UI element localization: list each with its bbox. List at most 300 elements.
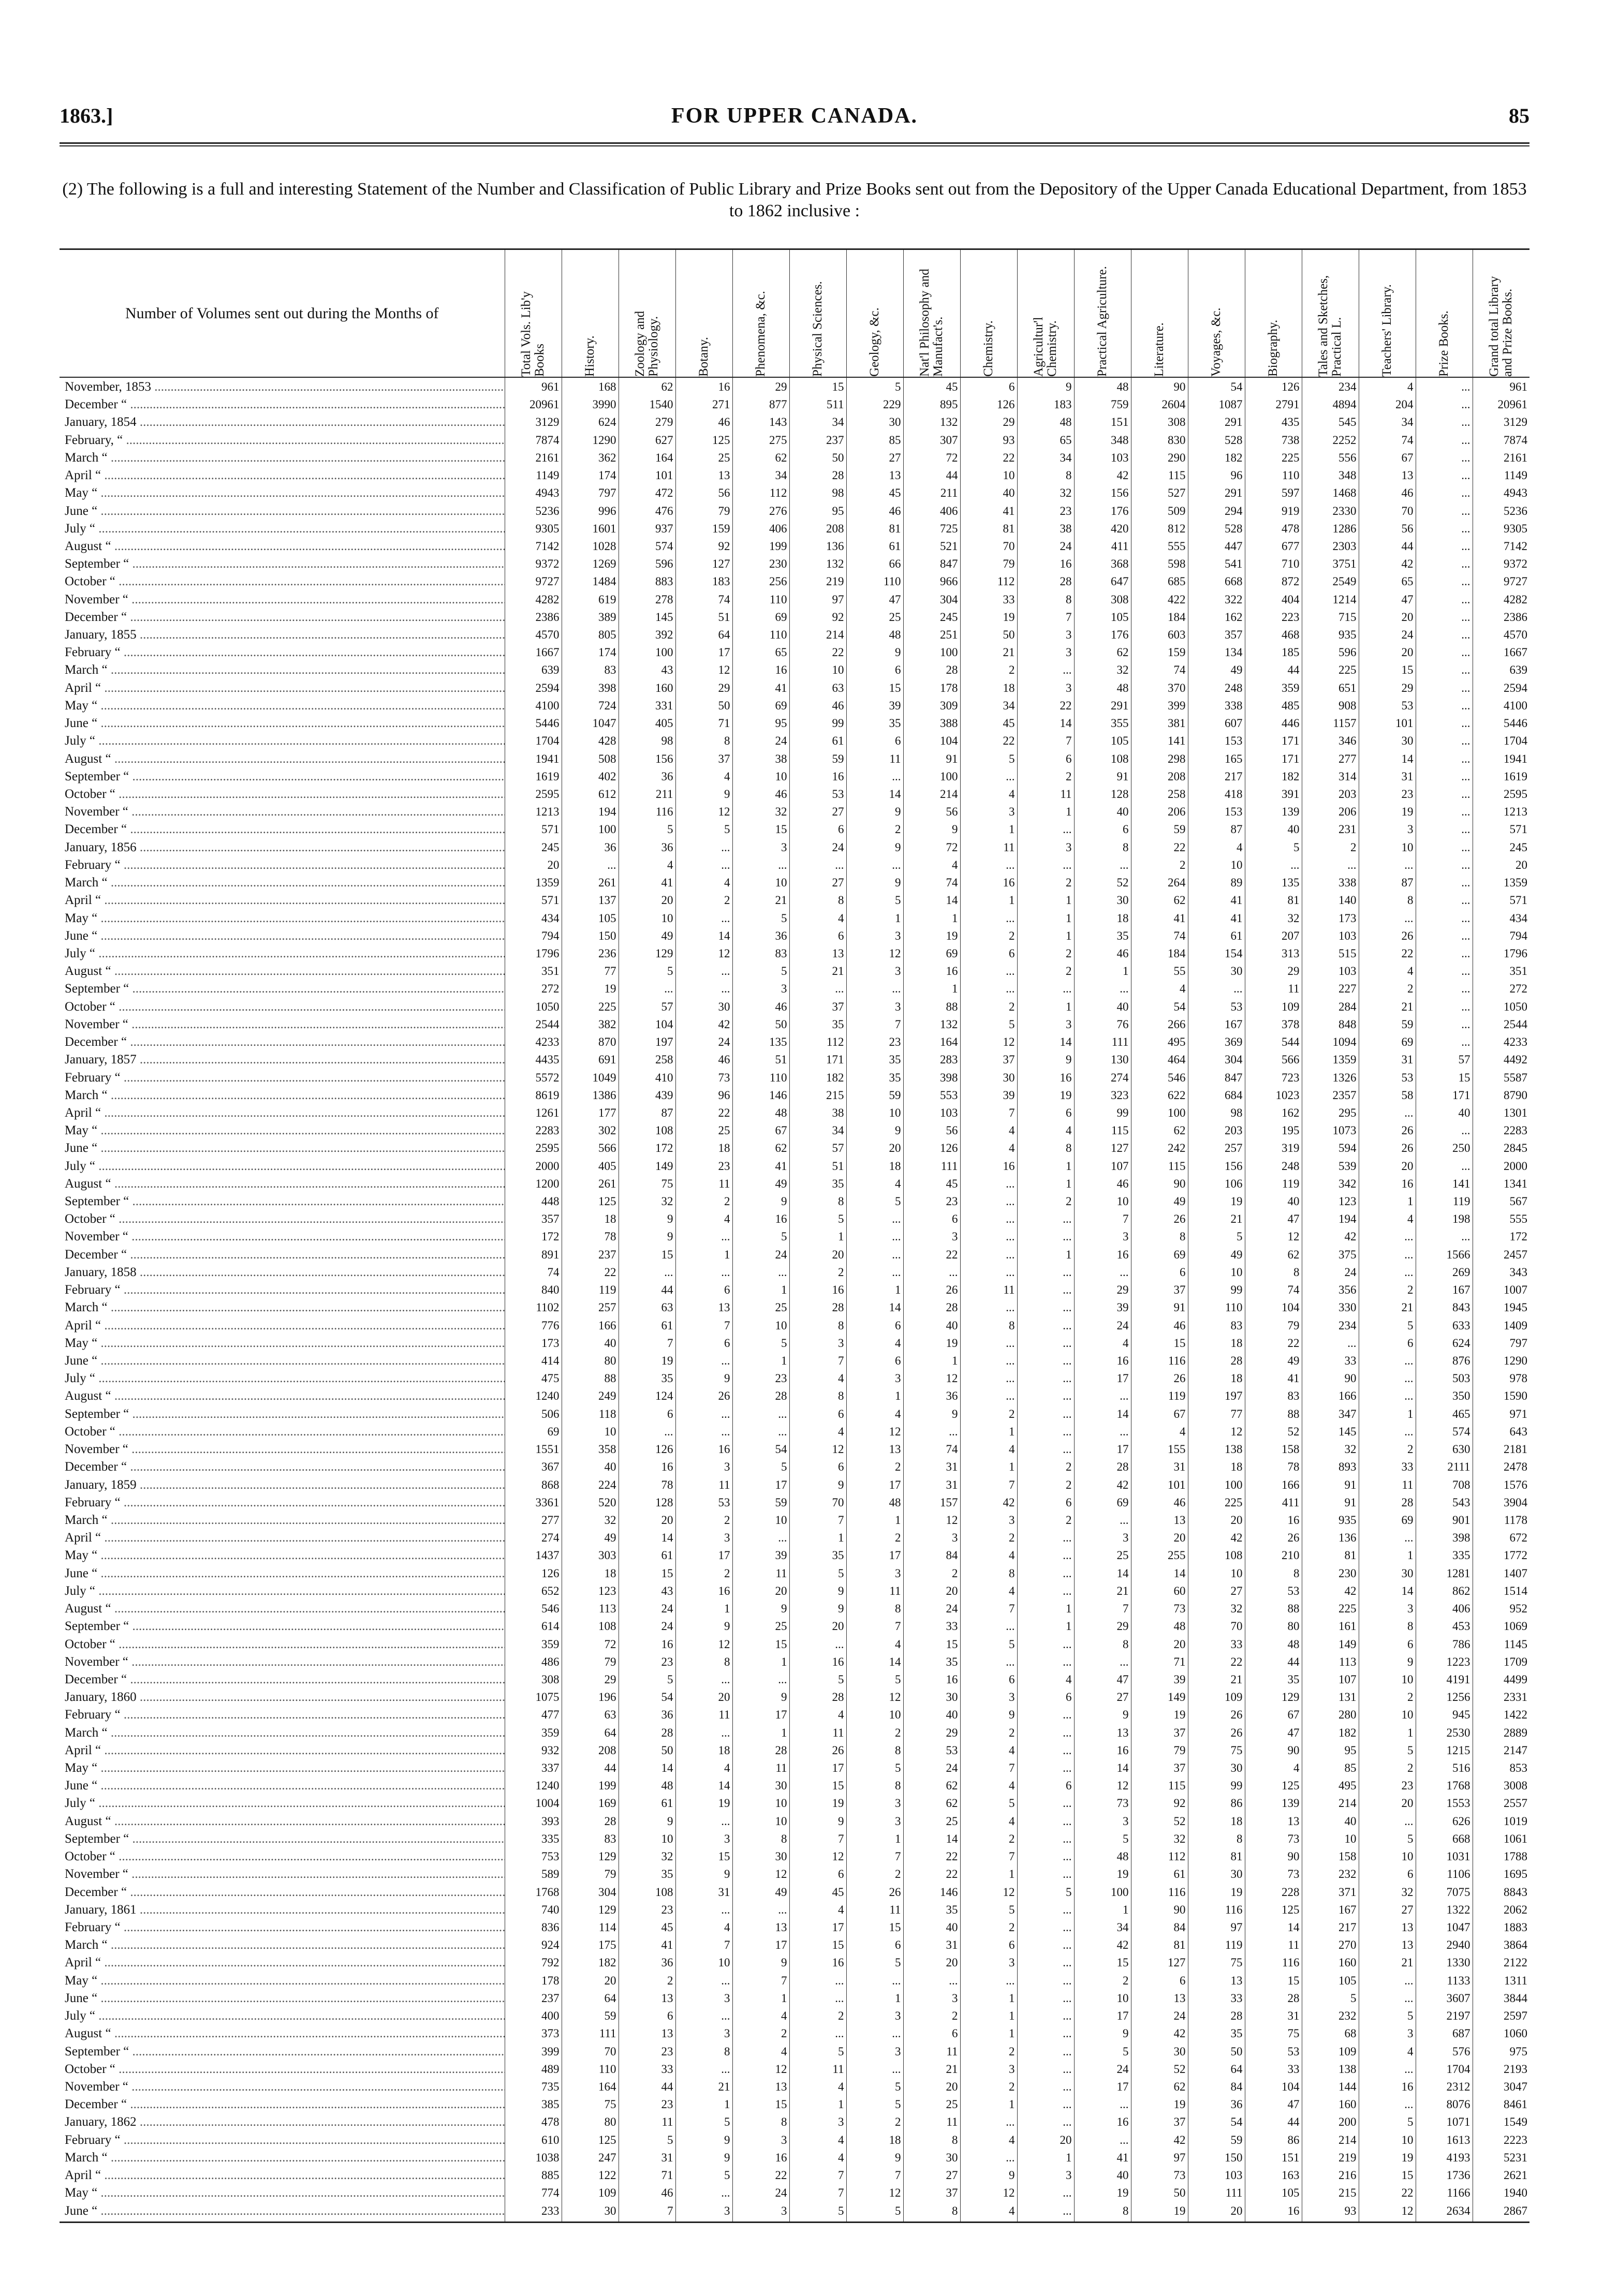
table-cell: 30 [1188, 1865, 1245, 1883]
table-row [60, 1653, 1529, 1670]
table-cell: 15 [619, 1564, 675, 1582]
table-cell: 96 [1188, 466, 1245, 484]
month-label: March “ ..... [60, 661, 505, 679]
table-cell: 36 [903, 1387, 960, 1405]
table-row [60, 2149, 1529, 2166]
table-cell: 3 [960, 803, 1017, 821]
table-cell: 8 [1017, 590, 1074, 608]
month-label: January, 1860 ..... [60, 1688, 505, 1706]
table-row [60, 1246, 1529, 1263]
table-cell: ... [1017, 2078, 1074, 2095]
table-cell: 270 [1302, 1936, 1359, 1954]
table-cell: 2940 [1416, 1936, 1473, 1954]
table-cell: 1007 [1473, 1281, 1529, 1299]
table-cell: ... [1017, 1316, 1074, 1334]
table-cell: ... [1416, 803, 1473, 821]
table-cell: 67 [1245, 1706, 1302, 1724]
table-cell: 1736 [1416, 2166, 1473, 2184]
table-cell: 14 [619, 1529, 675, 1547]
table-cell: 4570 [1473, 626, 1529, 643]
table-cell: 1 [1017, 1618, 1074, 1635]
table-cell: ... [1017, 1812, 1074, 1830]
table-cell: 230 [1302, 1564, 1359, 1582]
table-cell: 42 [1074, 1936, 1131, 1954]
table-cell: 46 [846, 502, 903, 520]
table-cell: ... [1017, 856, 1074, 873]
table-cell: ... [1416, 715, 1473, 732]
table-cell: ... [846, 1263, 903, 1281]
table-cell: 3 [846, 962, 903, 980]
table-cell: 16 [675, 1441, 732, 1458]
table-cell: 527 [1131, 484, 1188, 502]
table-cell: 116 [619, 803, 675, 821]
table-cell: 138 [1188, 1441, 1245, 1458]
table-cell: ... [619, 1423, 675, 1440]
table-cell: 1149 [505, 466, 562, 484]
table-cell: 13 [1359, 1918, 1416, 1936]
table-cell: 32 [562, 1511, 619, 1529]
table-cell: ... [1017, 1954, 1074, 1972]
table-cell: 2 [1359, 1759, 1416, 1776]
table-cell: 5 [846, 377, 903, 396]
table-cell: 1050 [1473, 998, 1529, 1015]
table-cell: 149 [619, 1157, 675, 1175]
table-cell: 2 [1359, 980, 1416, 998]
table-cell: 77 [562, 962, 619, 980]
table-cell: 41 [1188, 909, 1245, 927]
table-cell: 24 [789, 838, 846, 856]
table-cell: 73 [1245, 1830, 1302, 1847]
table-cell: 6 [960, 1936, 1017, 1954]
table-cell: 2331 [1473, 1688, 1529, 1706]
table-cell: 139 [1245, 1795, 1302, 1812]
month-label: August “ ..... [60, 1175, 505, 1192]
table-cell: 64 [675, 626, 732, 643]
table-cell: ... [1074, 1263, 1131, 1281]
table-cell: 112 [1131, 1848, 1188, 1865]
table-row [60, 750, 1529, 767]
table-cell: 4 [675, 1759, 732, 1776]
table-cell: 358 [562, 1441, 619, 1458]
month-label: October “ ..... [60, 998, 505, 1015]
table-cell: 477 [505, 1706, 562, 1724]
table-cell: 371 [1302, 1883, 1359, 1901]
table-cell: 12 [903, 1511, 960, 1529]
table-cell: 2595 [505, 1139, 562, 1157]
table-cell: 105 [1074, 732, 1131, 750]
table-cell: ... [675, 1901, 732, 1918]
table-cell: 2 [960, 1529, 1017, 1547]
table-cell: 6 [1131, 1972, 1188, 1989]
table-cell: 25 [1074, 1547, 1131, 1564]
table-cell: 411 [1245, 1493, 1302, 1511]
table-cell: 465 [1416, 1405, 1473, 1423]
month-label: October “ ..... [60, 1423, 505, 1440]
table-cell: 207 [1245, 927, 1302, 944]
table-cell: 20 [789, 1618, 846, 1635]
month-label: February “ ..... [60, 1281, 505, 1299]
table-cell: 9 [619, 1812, 675, 1830]
table-cell: 95 [732, 715, 789, 732]
table-cell: 399 [505, 2042, 562, 2060]
table-cell: 4492 [1473, 1051, 1529, 1069]
table-cell: 217 [1188, 767, 1245, 785]
table-cell: 1386 [562, 1086, 619, 1104]
table-cell: 338 [1188, 697, 1245, 714]
table-cell: 41 [1074, 2149, 1131, 2166]
table-cell: 25 [675, 449, 732, 466]
month-label: January, 1859 ..... [60, 1476, 505, 1493]
table-cell: ... [732, 1423, 789, 1440]
table-cell: 14 [903, 892, 960, 909]
table-row [60, 1989, 1529, 2007]
month-label: October “ ..... [60, 2060, 505, 2078]
table-cell: 15 [846, 679, 903, 697]
table-cell: ... [1416, 377, 1473, 396]
table-cell: 136 [1302, 1529, 1359, 1547]
table-cell: 4 [732, 2042, 789, 2060]
table-cell: 556 [1302, 449, 1359, 466]
table-cell: 61 [619, 1547, 675, 1564]
table-cell: 521 [903, 537, 960, 555]
table-cell: 847 [1188, 1069, 1245, 1086]
table-cell: 21 [903, 2060, 960, 2078]
table-cell: 23 [903, 1192, 960, 1210]
table-cell: 61 [1188, 927, 1245, 944]
table-cell: 3864 [1473, 1936, 1529, 1954]
table-cell: 98 [1188, 1104, 1245, 1121]
table-cell: 1326 [1302, 1069, 1359, 1086]
table-cell: ... [1017, 1441, 1074, 1458]
table-cell: 32 [619, 1192, 675, 1210]
table-cell: ... [846, 856, 903, 873]
table-row [60, 1830, 1529, 1847]
table-cell: 11 [846, 1582, 903, 1599]
table-cell: 146 [732, 1086, 789, 1104]
month-label: August “ ..... [60, 1599, 505, 1617]
table-row [60, 1441, 1529, 1458]
table-cell: ... [960, 1210, 1017, 1228]
table-cell: 12 [960, 1883, 1017, 1901]
table-cell: 36 [562, 838, 619, 856]
table-cell: 25 [846, 608, 903, 626]
table-cell: 16 [619, 1458, 675, 1476]
table-row [60, 377, 1529, 396]
table-cell: 40 [1302, 1812, 1359, 1830]
table-cell: 14 [1359, 750, 1416, 767]
table-cell: 73 [1245, 1865, 1302, 1883]
table-cell: 58 [1359, 1086, 1416, 1104]
table-cell: 16 [789, 1653, 846, 1670]
table-cell: ... [1074, 1423, 1131, 1440]
table-cell: 8461 [1473, 2096, 1529, 2113]
table-cell: 3 [903, 1529, 960, 1547]
table-cell: 3 [1074, 1228, 1131, 1246]
month-label: December “ ..... [60, 396, 505, 413]
table-cell: ... [1017, 1210, 1074, 1228]
table-cell: 28 [1188, 1352, 1245, 1369]
table-cell: 4 [903, 856, 960, 873]
table-cell: ... [1416, 767, 1473, 785]
table-cell: 3 [1017, 626, 1074, 643]
table-cell: 127 [1074, 1139, 1131, 1157]
table-cell: 20 [1017, 2131, 1074, 2149]
table-cell: 10 [619, 1830, 675, 1847]
table-cell: 178 [505, 1972, 562, 1989]
table-cell: 119 [1131, 1387, 1188, 1405]
table-cell: 5 [675, 2113, 732, 2131]
table-cell: ... [1359, 1246, 1416, 1263]
table-cell: 10 [1359, 2131, 1416, 2149]
table-header-row [60, 250, 1529, 377]
month-label: April “ ..... [60, 1741, 505, 1759]
table-cell: 159 [675, 520, 732, 537]
month-label: May “ ..... [60, 909, 505, 927]
table-cell: 40 [960, 484, 1017, 502]
table-cell: 34 [1017, 449, 1074, 466]
table-cell: ... [1359, 1370, 1416, 1387]
table-cell: 161 [1302, 1618, 1359, 1635]
table-cell: 19 [960, 608, 1017, 626]
table-cell: 225 [562, 998, 619, 1015]
table-cell: 107 [1302, 1670, 1359, 1688]
table-cell: 2889 [1473, 1724, 1529, 1741]
table-cell: 48 [1245, 1635, 1302, 1653]
table-cell: 67 [732, 1122, 789, 1139]
table-cell: 27 [1074, 1688, 1131, 1706]
table-cell: ... [846, 980, 903, 998]
table-cell: 79 [1245, 1316, 1302, 1334]
table-cell: 37 [903, 2184, 960, 2202]
table-cell: 108 [1188, 1547, 1245, 1564]
table-cell: 1 [846, 1511, 903, 1529]
table-cell: 17 [789, 1759, 846, 1776]
table-cell: 331 [619, 697, 675, 714]
table-cell: 351 [505, 962, 562, 980]
table-cell: 75 [619, 1175, 675, 1192]
table-cell: 167 [1302, 1901, 1359, 1918]
month-label: June “ ..... [60, 1139, 505, 1157]
table-cell: 261 [562, 1175, 619, 1192]
table-cell: 1166 [1416, 2184, 1473, 2202]
table-cell: 67 [1131, 1405, 1188, 1423]
column-header-label: Geology, &c. [867, 307, 881, 377]
table-cell: 4100 [505, 697, 562, 714]
table-cell: 13 [1188, 1972, 1245, 1989]
table-cell: 348 [1302, 466, 1359, 484]
table-cell: 34 [960, 697, 1017, 714]
table-cell: 125 [1245, 1777, 1302, 1795]
table-cell: 26 [1359, 1139, 1416, 1157]
table-cell: 2 [1017, 1458, 1074, 1476]
table-cell: 4 [619, 856, 675, 873]
table-cell: 528 [1188, 520, 1245, 537]
table-cell: 35 [1188, 2025, 1245, 2042]
table-cell: 630 [1416, 1441, 1473, 1458]
table-cell: 42 [1302, 1228, 1359, 1246]
table-cell: 2 [960, 1918, 1017, 1936]
table-cell: 204 [1359, 396, 1416, 413]
table-cell: 116 [1245, 1954, 1302, 1972]
table-cell: 1 [960, 1989, 1017, 2007]
table-cell: 2595 [505, 785, 562, 803]
table-cell: 503 [1416, 1370, 1473, 1387]
table-cell: 18 [1188, 1458, 1245, 1476]
table-cell: ... [1359, 909, 1416, 927]
month-label: April “ ..... [60, 466, 505, 484]
table-cell: 200 [1302, 2113, 1359, 2131]
table-cell: 3 [789, 2113, 846, 2131]
table-cell: 16 [903, 962, 960, 980]
table-cell: ... [960, 909, 1017, 927]
table-cell: 9372 [1473, 555, 1529, 573]
table-cell: 214 [903, 785, 960, 803]
table-cell: 624 [1416, 1334, 1473, 1352]
table-cell: ... [1359, 856, 1416, 873]
table-cell: 4 [1017, 1122, 1074, 1139]
table-row [60, 1139, 1529, 1157]
table-row [60, 1635, 1529, 1653]
table-cell: 196 [562, 1688, 619, 1706]
month-label: November “ ..... [60, 2078, 505, 2095]
table-cell: 330 [1302, 1299, 1359, 1316]
table-cell: 847 [903, 555, 960, 573]
table-cell: ... [619, 1263, 675, 1281]
table-cell: 1 [960, 821, 1017, 838]
table-cell: 22 [960, 732, 1017, 750]
table-cell: 7 [960, 1759, 1017, 1776]
table-cell: 29 [903, 1724, 960, 1741]
table-cell: ... [1416, 1122, 1473, 1139]
table-row [60, 732, 1529, 750]
table-cell: 668 [1188, 573, 1245, 590]
table-cell: 6 [1359, 1334, 1416, 1352]
table-cell: 9 [732, 1192, 789, 1210]
table-cell: 4 [960, 1547, 1017, 1564]
table-cell: 97 [1188, 1918, 1245, 1936]
column-header [1017, 250, 1074, 377]
table-cell: 464 [1131, 1051, 1188, 1069]
table-cell: 7 [960, 1599, 1017, 1617]
table-cell: 574 [1416, 1423, 1473, 1440]
table-cell: ... [619, 980, 675, 998]
table-cell: ... [1416, 927, 1473, 944]
table-cell: 304 [903, 590, 960, 608]
table-cell: 26 [789, 1741, 846, 1759]
table-row [60, 767, 1529, 785]
table-cell: 6 [846, 1316, 903, 1334]
table-cell: 468 [1245, 626, 1302, 643]
table-cell: 2 [903, 1564, 960, 1582]
table-cell: 32 [1017, 484, 1074, 502]
table-cell: 4 [960, 785, 1017, 803]
table-cell: ... [1359, 2096, 1416, 2113]
table-cell: ... [562, 856, 619, 873]
table-cell: 143 [732, 413, 789, 431]
table-cell: ... [1017, 1653, 1074, 1670]
table-cell: 2867 [1473, 2202, 1529, 2221]
table-cell: 622 [1131, 1086, 1188, 1104]
table-cell: 80 [562, 1352, 619, 1369]
table-cell: 115 [1131, 1157, 1188, 1175]
table-cell: 12 [1245, 1228, 1302, 1246]
table-cell: ... [732, 1670, 789, 1688]
table-cell: 93 [960, 431, 1017, 449]
table-cell: ... [1074, 1511, 1131, 1529]
table-cell: 776 [505, 1316, 562, 1334]
table-cell: 71 [675, 715, 732, 732]
table-cell: 2 [619, 1972, 675, 1989]
table-cell: 54 [1188, 2113, 1245, 2131]
table-cell: 3990 [562, 396, 619, 413]
table-cell: 14 [1017, 715, 1074, 732]
table-cell: 22 [562, 1263, 619, 1281]
table-cell: 453 [1416, 1618, 1473, 1635]
table-cell: ... [1017, 2025, 1074, 2042]
column-header [505, 250, 562, 377]
table-cell: 684 [1188, 1086, 1245, 1104]
table-cell: 30 [1074, 892, 1131, 909]
table-cell: 398 [903, 1069, 960, 1086]
table-cell: 668 [1416, 1830, 1473, 1847]
table-cell: 1223 [1416, 1653, 1473, 1670]
table-row [60, 2025, 1529, 2042]
month-label: April “ ..... [60, 1104, 505, 1121]
table-cell: 2594 [505, 679, 562, 697]
table-cell: ... [1416, 838, 1473, 856]
table-cell: 1047 [562, 715, 619, 732]
table-cell: 35 [1074, 927, 1131, 944]
table-cell: 22 [732, 2166, 789, 2184]
month-label: May “ ..... [60, 2184, 505, 2202]
table-cell: 81 [846, 520, 903, 537]
table-cell: 19 [1131, 2202, 1188, 2221]
table-cell: 8 [675, 2042, 732, 2060]
table-cell: 245 [903, 608, 960, 626]
table-cell: 4282 [1473, 590, 1529, 608]
table-cell: 258 [619, 1051, 675, 1069]
table-cell: 74 [1245, 1281, 1302, 1299]
table-cell: 62 [1245, 1246, 1302, 1263]
table-cell: 23 [1359, 1777, 1416, 1795]
table-row [60, 502, 1529, 520]
month-label: December “ ..... [60, 821, 505, 838]
table-cell: 53 [1188, 998, 1245, 1015]
table-cell: 28 [1188, 2007, 1245, 2025]
table-cell: 59 [1359, 1015, 1416, 1033]
table-cell: 2357 [1302, 1086, 1359, 1104]
table-cell: 28 [562, 1812, 619, 1830]
table-cell: 7 [1074, 1210, 1131, 1228]
table-cell: 908 [1302, 697, 1359, 714]
table-cell: 4 [960, 1777, 1017, 1795]
table-cell: 3904 [1473, 1493, 1529, 1511]
table-cell: 3 [675, 1529, 732, 1547]
table-cell: 2 [846, 1865, 903, 1883]
table-cell: 162 [1245, 1104, 1302, 1121]
table-cell: 304 [1188, 1051, 1245, 1069]
table-cell: 56 [1359, 520, 1416, 537]
table-cell: 633 [1416, 1316, 1473, 1334]
table-cell: 8790 [1473, 1086, 1529, 1104]
table-cell: 66 [846, 555, 903, 573]
table-cell: 1261 [505, 1104, 562, 1121]
table-cell: ... [675, 1972, 732, 1989]
table-cell: 1768 [505, 1883, 562, 1901]
column-header [903, 250, 960, 377]
column-header-label: Agricultur'l Chemistry. [1032, 317, 1059, 377]
table-cell: 153 [1188, 732, 1245, 750]
